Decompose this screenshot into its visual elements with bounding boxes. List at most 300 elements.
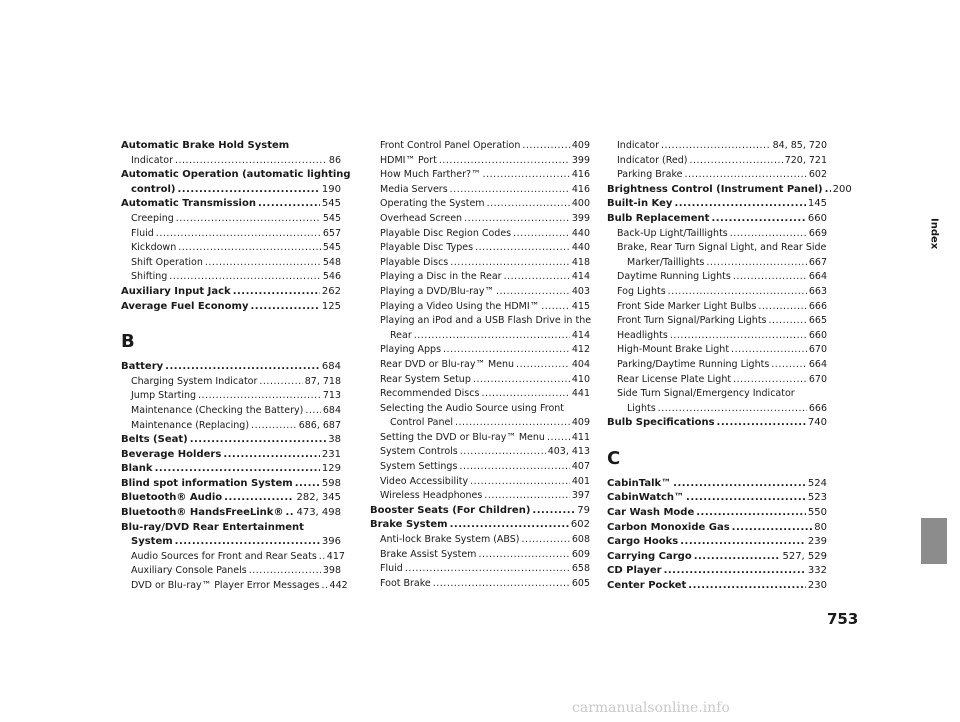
- dot-leader: [670, 329, 807, 344]
- page-reference: 86: [328, 154, 341, 166]
- page-number: 753: [827, 610, 859, 628]
- dot-leader: [532, 504, 575, 519]
- index-entry: [607, 550, 827, 565]
- page-reference: 720, 721: [784, 154, 827, 166]
- entry-text: Cargo Hooks: [607, 536, 679, 548]
- index-entry: [121, 535, 341, 550]
- dot-leader: [674, 197, 805, 212]
- dot-leader: [478, 548, 569, 563]
- page-reference: 414: [571, 329, 590, 341]
- entry-text: Auxiliary Input Jack: [121, 285, 231, 297]
- page-reference: 670: [808, 344, 827, 356]
- dot-leader: [295, 477, 320, 492]
- page-reference: 403, 413: [547, 446, 590, 458]
- dot-leader: [484, 489, 570, 504]
- entry-text: Bulb Specifications: [607, 417, 715, 429]
- index-side-tab: [921, 218, 947, 518]
- dot-leader: [433, 577, 570, 592]
- page-reference: 38: [328, 434, 341, 446]
- dot-leader: [305, 404, 321, 419]
- page-reference: 125: [321, 300, 341, 312]
- index-subentry: [370, 197, 590, 212]
- index-column-3: [607, 139, 852, 594]
- dot-leader: [233, 285, 320, 300]
- index-entry: [121, 360, 341, 375]
- index-subentry: [370, 285, 590, 300]
- index-subentry: [121, 375, 341, 390]
- entry-text: Front Turn Signal/Parking Lights: [617, 315, 767, 327]
- dot-leader: [513, 227, 570, 242]
- index-subentry: [607, 241, 827, 256]
- page-reference: 412: [571, 344, 590, 356]
- index-subentry: [607, 329, 827, 344]
- entry-text: Average Fuel Economy: [121, 300, 249, 312]
- page-reference: 440: [571, 242, 590, 254]
- page-reference: 403: [571, 285, 590, 297]
- page-reference: 397: [571, 490, 590, 502]
- page-reference: 670: [808, 373, 827, 385]
- index-entry: [121, 462, 341, 477]
- page-reference: 84, 85, 720: [772, 140, 827, 151]
- page-reference: 239: [807, 536, 827, 548]
- index-letter-heading: C: [607, 447, 621, 469]
- entry-text: Fog Lights: [617, 285, 666, 297]
- entry-text: Brake Assist System: [380, 548, 477, 560]
- entry-text: Center Pocket: [607, 580, 687, 592]
- page-reference: 145: [807, 198, 827, 210]
- entry-text: Carrying Cargo: [607, 550, 692, 562]
- entry-text: HDMI™ Port: [380, 154, 437, 166]
- dot-leader: [825, 183, 831, 198]
- page-reference: 663: [808, 285, 827, 297]
- entry-text: Charging System Indicator: [131, 375, 258, 387]
- entry-text: Bluetooth® Audio: [121, 492, 223, 504]
- entry-text: Foot Brake: [380, 577, 431, 589]
- entry-text: Creeping: [131, 212, 174, 224]
- index-column-2: [370, 139, 590, 591]
- dot-leader: [285, 506, 294, 521]
- index-subentry: [121, 241, 341, 256]
- dot-leader: [731, 343, 807, 358]
- entry-text: Back-Up Light/Taillights: [617, 227, 728, 239]
- entry-text: Playable Discs: [380, 256, 449, 268]
- dot-leader: [481, 387, 569, 402]
- page-reference: 740: [807, 417, 827, 429]
- page-reference: 411: [571, 431, 590, 443]
- index-subentry: [121, 227, 341, 242]
- entry-text: How Much Farther?™: [380, 169, 481, 181]
- index-subentry: [370, 154, 590, 169]
- page-reference: 262: [321, 285, 341, 297]
- entry-text: Lights: [627, 402, 656, 414]
- page-reference: 658: [571, 563, 590, 575]
- dot-leader: [322, 579, 328, 594]
- page-reference: 80: [814, 521, 827, 533]
- dot-leader: [258, 197, 320, 212]
- index-subentry: [370, 548, 590, 563]
- page-reference: 230: [807, 580, 827, 592]
- index-entry: [121, 506, 341, 521]
- index-subentry: [370, 402, 590, 417]
- index-entry: [607, 506, 827, 521]
- dot-leader: [450, 518, 569, 533]
- page-reference: 473, 498: [296, 507, 341, 519]
- index-entry: [370, 518, 590, 533]
- index-subentry: [607, 314, 827, 329]
- dot-leader: [733, 373, 807, 388]
- dot-leader: [686, 491, 806, 506]
- page-reference: 545: [321, 198, 341, 210]
- entry-text: Booster Seats (For Children): [370, 504, 531, 516]
- entry-text: Anti-lock Brake System (ABS): [380, 534, 520, 546]
- index-entry: [607, 416, 827, 431]
- entry-text: DVD or Blu-ray™ Player Error Messages: [131, 580, 320, 592]
- page-reference: 409: [571, 140, 590, 151]
- index-subentry: [370, 212, 590, 227]
- dot-leader: [516, 358, 570, 373]
- dot-leader: [455, 416, 570, 431]
- page-reference: 410: [571, 373, 590, 385]
- dot-leader: [496, 285, 570, 300]
- entry-text: Recommended Discs: [380, 388, 480, 400]
- entry-text: Auxiliary Console Panels: [131, 565, 247, 577]
- index-subentry: [370, 431, 590, 446]
- dot-leader: [673, 477, 806, 492]
- index-entry: [607, 564, 827, 579]
- index-entry: [607, 521, 827, 536]
- page-reference: 667: [808, 256, 827, 268]
- entry-text: Overhead Screen: [380, 212, 463, 224]
- entry-text: Parking/Daytime Running Lights: [617, 358, 770, 370]
- index-subentry: [121, 270, 341, 285]
- dot-leader: [541, 300, 570, 315]
- entry-text: Blind spot information System: [121, 477, 293, 489]
- dot-leader: [156, 227, 321, 242]
- dot-leader: [680, 535, 806, 550]
- page-reference: 190: [321, 183, 341, 195]
- index-subentry: [121, 212, 341, 227]
- page-reference: 660: [808, 329, 827, 341]
- index-entry: [607, 491, 827, 506]
- index-entry: [121, 521, 341, 536]
- index-entry: [607, 183, 852, 198]
- index-subentry: [607, 402, 827, 417]
- page-reference: 442: [329, 580, 348, 592]
- entry-text: Playing a Video Using the HDMI™: [380, 300, 540, 312]
- page-reference: 608: [571, 534, 590, 546]
- dot-leader: [205, 256, 321, 271]
- dot-leader: [224, 491, 294, 506]
- entry-text: System: [131, 536, 173, 548]
- index-subentry: [607, 387, 827, 402]
- entry-text: Parking Brake: [617, 169, 683, 181]
- dot-leader: [706, 256, 806, 271]
- entry-text: Bluetooth® HandsFreeLink®: [121, 507, 284, 519]
- page-reference: 657: [322, 227, 341, 239]
- entry-text: Playing Apps: [380, 344, 442, 356]
- entry-text: Playable Disc Region Codes: [380, 227, 512, 239]
- dot-leader: [450, 256, 570, 271]
- index-subentry: [370, 358, 590, 373]
- index-subentry: [607, 227, 827, 242]
- page-reference: 396: [321, 536, 341, 548]
- entry-text: Belts (Seat): [121, 434, 188, 446]
- page-reference: 598: [321, 477, 341, 489]
- dot-leader: [405, 562, 570, 577]
- index-subentry: [370, 139, 590, 154]
- entry-text: Rear DVD or Blu-ray™ Menu: [380, 358, 515, 370]
- index-entry: [370, 504, 590, 519]
- dot-leader: [223, 448, 320, 463]
- dot-leader: [733, 270, 807, 285]
- dot-leader: [688, 579, 806, 594]
- page-reference: 282, 345: [296, 492, 341, 504]
- page-reference: 669: [808, 227, 827, 239]
- page-reference: 401: [571, 475, 590, 487]
- dot-leader: [319, 550, 325, 565]
- index-subentry: [607, 256, 827, 271]
- index-subentry: [370, 387, 590, 402]
- entry-text: Playing a DVD/Blu-ray™: [380, 285, 494, 297]
- index-entry: [607, 579, 827, 594]
- entry-text: Blank: [121, 463, 153, 475]
- page-reference: 418: [571, 256, 590, 268]
- page-reference: 399: [571, 212, 590, 224]
- index-entry: [121, 491, 341, 506]
- entry-text: Rear License Plate Light: [617, 373, 732, 385]
- dot-leader: [658, 402, 807, 417]
- page-reference: 666: [808, 402, 827, 414]
- index-subentry: [121, 154, 341, 169]
- dot-leader: [251, 300, 320, 315]
- dot-leader: [190, 433, 327, 448]
- index-subentry: [607, 139, 827, 154]
- dot-leader: [522, 533, 570, 548]
- index-entry: [121, 168, 351, 183]
- entry-text: Playing a Disc in the Rear: [380, 271, 502, 283]
- dot-leader: [769, 314, 807, 329]
- index-subentry: [370, 533, 590, 548]
- index-entry: [121, 477, 341, 492]
- page-reference: 665: [808, 315, 827, 327]
- dot-leader: [259, 375, 302, 390]
- page-reference: 129: [321, 463, 341, 475]
- page-reference: 602: [808, 169, 827, 181]
- entry-text: Marker/Taillights: [627, 256, 705, 268]
- index-subentry: [370, 300, 590, 315]
- entry-text: Headlights: [617, 329, 668, 341]
- page-reference: 200: [832, 183, 852, 195]
- page-reference: 404: [571, 358, 590, 370]
- dot-leader: [450, 183, 570, 198]
- dot-leader: [473, 373, 570, 388]
- side-tab-label: Index: [928, 218, 940, 250]
- index-subentry: [370, 489, 590, 504]
- entry-text: System Controls: [380, 446, 458, 458]
- page-reference: 416: [571, 169, 590, 181]
- index-entry: [121, 197, 341, 212]
- dot-leader: [460, 445, 546, 460]
- page-reference: 546: [322, 271, 341, 283]
- entry-text: Front Control Panel Operation: [380, 140, 521, 151]
- side-tab-marker: [921, 518, 947, 564]
- index-entry: [121, 285, 341, 300]
- index-subentry: [121, 550, 345, 565]
- entry-text: Front Side Marker Light Bulbs: [617, 300, 757, 312]
- dot-leader: [694, 550, 781, 565]
- page-reference: 524: [807, 477, 827, 489]
- entry-text: CabinWatch™: [607, 492, 685, 504]
- index-subentry: [607, 154, 827, 169]
- entry-text: Daytime Running Lights: [617, 271, 731, 283]
- page-reference: 527, 529: [782, 550, 827, 562]
- entry-text: Operating the System: [380, 198, 485, 210]
- dot-leader: [249, 564, 321, 579]
- dot-leader: [459, 460, 569, 475]
- entry-text: Setting the DVD or Blu-ray™ Menu: [380, 431, 545, 443]
- page-reference: 684: [322, 404, 341, 416]
- index-entry: [121, 139, 341, 154]
- index-letter-heading: B: [121, 331, 135, 353]
- entry-text: CD Player: [607, 565, 662, 577]
- dot-leader: [547, 431, 570, 446]
- page-reference: 548: [322, 256, 341, 268]
- index-subentry: [370, 460, 590, 475]
- page-reference: 545: [322, 242, 341, 254]
- page-reference: 79: [577, 504, 590, 516]
- entry-text: Bulb Replacement: [607, 212, 710, 224]
- dot-leader: [443, 343, 570, 358]
- index-subentry: [607, 285, 827, 300]
- dot-leader: [178, 241, 321, 256]
- index-entry: [121, 433, 341, 448]
- page-reference: 441: [571, 388, 590, 400]
- entry-text: Brightness Control (Instrument Panel): [607, 183, 823, 195]
- index-subentry: [370, 373, 590, 388]
- entry-text: Automatic Transmission: [121, 198, 256, 210]
- page-reference: 417: [326, 550, 345, 562]
- entry-text: Battery: [121, 361, 164, 373]
- entry-text: Brake System: [370, 519, 448, 531]
- entry-text: Indicator: [131, 154, 173, 166]
- index-subentry: [370, 445, 590, 460]
- page-reference: 400: [571, 198, 590, 210]
- page-reference: 440: [571, 227, 590, 239]
- index-subentry: [121, 256, 341, 271]
- entry-text: Selecting the Audio Source using Front: [380, 402, 565, 414]
- entry-text: Jump Starting: [131, 390, 197, 402]
- dot-leader: [176, 212, 321, 227]
- watermark: carmanualsonline.info: [572, 700, 730, 716]
- dot-leader: [169, 270, 321, 285]
- dot-leader: [198, 389, 321, 404]
- entry-text: Playable Disc Types: [380, 242, 474, 254]
- page-reference: 550: [807, 507, 827, 519]
- dot-leader: [689, 154, 782, 169]
- index-entry: [607, 212, 827, 227]
- page-reference: 686, 687: [298, 419, 341, 431]
- page-reference: 713: [322, 390, 341, 402]
- entry-text: System Settings: [380, 461, 458, 473]
- dot-leader: [439, 154, 570, 169]
- index-subentry: [121, 564, 341, 579]
- index-subentry: [121, 579, 348, 594]
- page-reference: 664: [808, 358, 827, 370]
- page-reference: 332: [807, 565, 827, 577]
- dot-leader: [175, 535, 320, 550]
- index-subentry: [370, 168, 590, 183]
- index-subentry: [370, 475, 590, 490]
- dot-leader: [470, 475, 570, 490]
- index-subentry: [370, 577, 590, 592]
- page-reference: 399: [571, 154, 590, 166]
- entry-text: Side Turn Signal/Emergency Indicator: [617, 388, 795, 400]
- index-column-1: [121, 139, 351, 594]
- index-subentry: [370, 270, 590, 285]
- index-subentry: [607, 373, 827, 388]
- entry-text: Carbon Monoxide Gas: [607, 521, 730, 533]
- index-subentry: [370, 416, 590, 431]
- entry-text: Control Panel: [390, 417, 453, 429]
- index-subentry: [121, 404, 341, 419]
- page-reference: 523: [807, 492, 827, 504]
- dot-leader: [504, 270, 570, 285]
- dot-leader: [464, 212, 570, 227]
- page-reference: 609: [571, 548, 590, 560]
- entry-text: Playing an iPod and a USB Flash Drive in the: [380, 315, 592, 327]
- page-reference: 414: [571, 271, 590, 283]
- index-entry: [607, 535, 827, 550]
- entry-text: Automatic Brake Hold System: [121, 140, 290, 151]
- index-subentry: [121, 419, 341, 434]
- index-subentry: [607, 270, 827, 285]
- page-reference: 664: [808, 271, 827, 283]
- entry-text: Brake, Rear Turn Signal Light, and Rear Side: [617, 242, 827, 254]
- entry-text: Video Accessibility: [380, 475, 469, 487]
- entry-text: Beverage Holders: [121, 448, 222, 460]
- dot-leader: [487, 197, 570, 212]
- index-entry: [121, 448, 341, 463]
- entry-text: Rear: [390, 329, 412, 341]
- index-entry: [607, 197, 827, 212]
- dot-leader: [732, 521, 813, 536]
- dot-leader: [178, 183, 320, 198]
- entry-text: Media Servers: [380, 183, 448, 195]
- index-entry: [121, 300, 341, 315]
- dot-leader: [758, 300, 807, 315]
- index-subentry: [607, 358, 827, 373]
- dot-leader: [668, 285, 807, 300]
- dot-leader: [522, 139, 570, 154]
- page-reference: 660: [807, 212, 827, 224]
- entry-text: Shift Operation: [131, 256, 203, 268]
- dot-leader: [251, 419, 297, 434]
- entry-text: Blu-ray/DVD Rear Entertainment: [121, 521, 304, 533]
- dot-leader: [483, 168, 570, 183]
- entry-text: Automatic Operation (automatic lighting: [121, 169, 351, 181]
- index-subentry: [607, 343, 827, 358]
- dot-leader: [664, 564, 806, 579]
- dot-leader: [661, 139, 771, 154]
- entry-text: Indicator (Red): [617, 154, 688, 166]
- page-reference: 605: [571, 577, 590, 589]
- dot-leader: [165, 360, 320, 375]
- index-subentry: [370, 343, 590, 358]
- page-reference: 666: [808, 300, 827, 312]
- entry-text: Audio Sources for Front and Rear Seats: [131, 550, 317, 562]
- index-subentry: [607, 300, 827, 315]
- page-reference: 545: [322, 212, 341, 224]
